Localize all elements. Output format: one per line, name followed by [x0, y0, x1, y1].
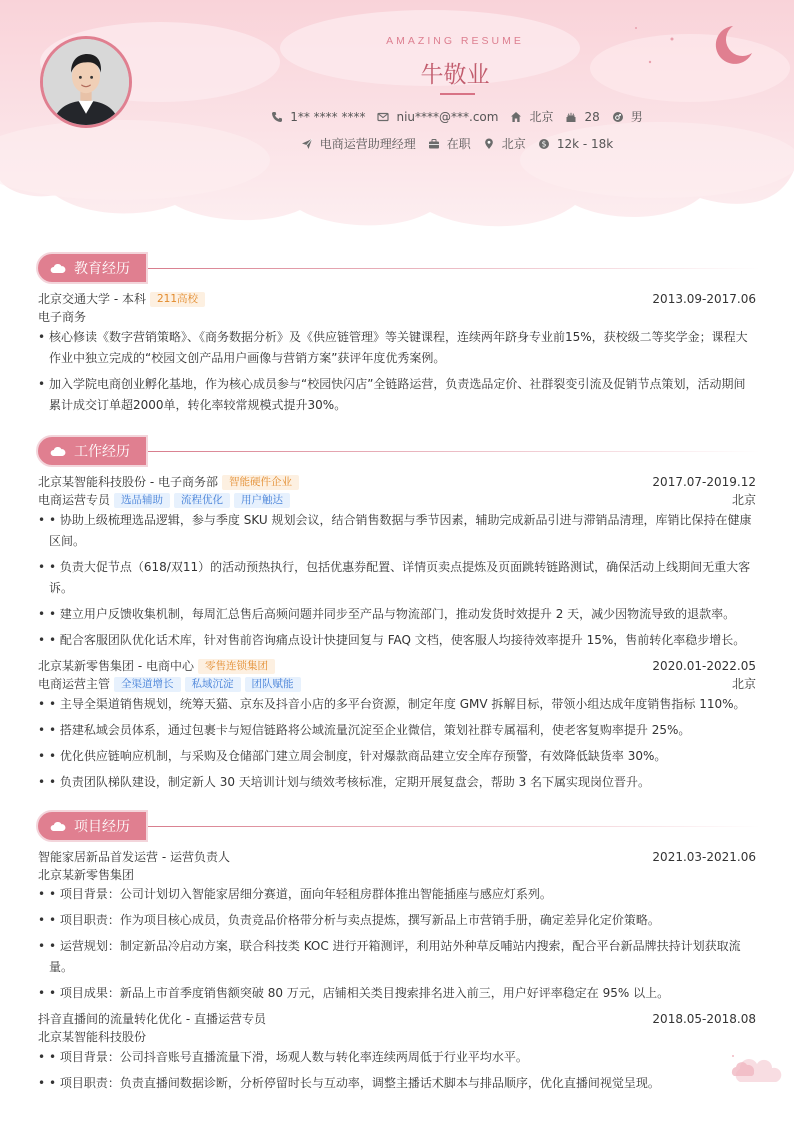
major-name: 电子商务	[38, 310, 87, 324]
home-icon	[510, 111, 522, 123]
work-city: 北京	[731, 493, 756, 507]
list-item: • • 项目职责：负责直播间数据诊断，分析停留时长与互动率，调整主播话术脚本与排品顺序，优化直播间视觉呈现。	[38, 1073, 756, 1094]
skill-tag: 私域沉淀	[185, 677, 241, 692]
phone-text: 1** **** ****	[290, 109, 366, 124]
education-bullets	[38, 327, 756, 421]
cloud-icon	[50, 263, 66, 273]
list-item: • • 项目职责：作为项目核心成员，负责竞品价格带分析与卖点提炼，撰写新品上市营销手册，确定差异化定价策略。	[38, 910, 756, 931]
gender-icon	[612, 111, 624, 123]
mail-icon	[377, 111, 389, 123]
info-phone	[271, 110, 365, 124]
work-city: 北京	[731, 677, 756, 691]
section-tab	[36, 252, 148, 284]
skill-tag: 选品辅助	[114, 493, 170, 508]
work-company-row	[38, 474, 756, 491]
list-item: • • 配合客服团队优化话术库，针对售前咨询痛点设计快捷回复与 FAQ 文档，使客服人均接待效率提升 15%，售前转化率稳步增长。	[38, 630, 756, 651]
location-pin-icon	[483, 138, 495, 150]
cloud-icon	[50, 821, 66, 831]
project-org-row	[38, 1029, 756, 1046]
project-org: 北京某智能科技股份	[38, 1030, 147, 1044]
school-tag: 211高校	[150, 292, 205, 307]
email-text: niu****@***.com	[396, 109, 499, 124]
job-title: 电商运营专员	[38, 493, 111, 507]
resume-header	[0, 0, 794, 232]
list-item: • • 负责团队梯队建设，制定新人 30 天培训计划与绩效考核标准，定期开展复盘会，帮助 3 名下属实现岗位晋升。	[38, 772, 756, 793]
company-tag: 智能硬件企业	[222, 475, 299, 490]
money-icon	[538, 138, 550, 150]
target-city-text: 北京	[501, 137, 526, 151]
briefcase-icon	[428, 138, 440, 150]
salary-text: 12k - 18k	[556, 136, 614, 151]
list-item: • • 建立用户反馈收集机制，每周汇总售后高频问题并同步至产品与物流部门，推动发货时效提升 2 天，减少因物流导致的退款率。	[38, 604, 756, 625]
info-age	[565, 110, 599, 124]
list-item: • • 项目成果：新品上市首季度销售额突破 80 万元，店铺相关类目搜索排名进入前三，用户好评率稳定在 95% 以上。	[38, 983, 756, 1004]
section-project-header	[36, 810, 760, 842]
work-title-row	[38, 492, 756, 509]
info-email	[377, 110, 498, 124]
work-dates: 2017.07-2019.12	[652, 475, 756, 489]
project-header-row	[38, 849, 756, 866]
list-item: • • 项目背景：公司计划切入智能家居细分赛道，面向年轻租房群体推出智能插座与感应灯系列。	[38, 884, 756, 905]
job-status-text: 在职	[446, 137, 471, 151]
section-divider	[148, 268, 760, 269]
list-item: • • 负责大促节点（618/双11）的活动预热执行，包括优惠券配置、详情页卖点提炼及页面跳转链路测试，确保活动上线期间无重大客诉。	[38, 557, 756, 599]
cake-icon	[565, 111, 577, 123]
list-item: • • 搭建私域会员体系，通过包裹卡与短信链路将公域流量沉淀至企业微信，策划社群专属福利，使老客复购率提升 25%。	[38, 720, 756, 741]
list-item: • • 项目背景：公司抖音账号直播流量下滑，场观人数与转化率连续两周低于行业平均水平。	[38, 1047, 756, 1068]
target-position-text: 电商运营助理经理	[319, 137, 416, 151]
info-target-city	[483, 135, 526, 152]
tagline: AMAZING RESUME	[386, 35, 524, 47]
work-bullets	[38, 510, 756, 656]
work-title-row	[38, 676, 756, 693]
list-item: • 加入学院电商创业孵化基地，作为核心成员参与“校园快闪店”全链路运营，负责选品定价、社群裂变引流及促销节点策划，活动期间累计成交订单超2000单，转化率较常规模式提升30%。	[38, 374, 756, 416]
project-name: 智能家居新品首发运营 - 运营负责人	[38, 850, 230, 864]
skill-tag: 全渠道增长	[114, 677, 181, 692]
section-education-header	[36, 252, 760, 284]
job-intent-row	[0, 135, 794, 152]
education-header-row	[38, 291, 756, 308]
candidate-name: 牛敬业	[420, 62, 490, 88]
list-item: • • 优化供应链响应机制，与采购及仓储部门建立周会制度，针对爆款商品建立安全库存预警，有效降低缺货率 30%。	[38, 746, 756, 767]
list-item: • • 运营规划：制定新品冷启动方案，联合科技类 KOC 进行开箱测评，利用站外种草反哺站内搜索，配合平台新品牌扶持计划获取流量。	[38, 936, 756, 978]
company-name: 北京某智能科技股份 - 电子商务部	[38, 475, 218, 489]
project-name: 抖音直播间的流量转化优化 - 直播运营专员	[38, 1012, 266, 1026]
company-tag: 零售连锁集团	[198, 659, 275, 674]
hometown-text: 北京	[529, 110, 554, 124]
send-icon	[301, 138, 313, 150]
school-name: 北京交通大学 - 本科	[38, 292, 146, 306]
cloud-icon	[50, 446, 66, 456]
skill-tag: 用户触达	[234, 493, 290, 508]
project-org: 北京某新零售集团	[38, 868, 135, 882]
project-bullets	[38, 884, 756, 1009]
work-dates: 2020.01-2022.05	[652, 659, 756, 673]
info-salary	[538, 137, 613, 151]
skill-tag: 流程优化	[174, 493, 230, 508]
gender-text: 男	[630, 110, 643, 124]
section-title: 项目经历	[74, 819, 130, 835]
job-title: 电商运营主管	[38, 677, 111, 691]
project-org-row	[38, 867, 756, 884]
contact-info-row	[0, 108, 794, 125]
section-tab	[36, 435, 148, 467]
company-name: 北京某新零售集团 - 电商中心	[38, 659, 194, 673]
project-dates: 2018.05-2018.08	[652, 1012, 756, 1026]
age-text: 28	[584, 109, 600, 124]
section-divider	[148, 451, 760, 452]
decorative-cloud-icon	[730, 1052, 786, 1086]
section-divider	[148, 826, 760, 827]
info-home	[510, 108, 553, 125]
project-dates: 2021.03-2021.06	[652, 850, 756, 864]
info-gender	[612, 108, 643, 125]
section-title: 工作经历	[74, 444, 130, 460]
section-work-header	[36, 435, 760, 467]
work-company-row	[38, 658, 756, 675]
list-item: • • 协助上级梳理选品逻辑，参与季度 SKU 规划会议，结合销售数据与季节因素，辅助完成新品引进与滞销品清理，库销比保持在健康区间。	[38, 510, 756, 552]
list-item: • • 主导全渠道销售规划，统筹天猫、京东及抖音小店的多平台资源，制定年度 GMV 拆解目标，带领小组达成年度销售指标 110%。	[38, 694, 756, 715]
education-major-row	[38, 309, 756, 326]
section-tab	[36, 810, 148, 842]
skill-tag: 团队赋能	[245, 677, 301, 692]
section-title: 教育经历	[74, 261, 130, 277]
phone-icon	[271, 111, 283, 123]
project-bullets	[38, 1047, 756, 1099]
info-status	[428, 135, 471, 152]
list-item: • 核心修读《数字营销策略》、《商务数据分析》及《供应链管理》等关键课程，连续两年跻身专业前15%，获校级二等奖学金；课程大作业中独立完成的“校园文创产品用户画像与营销方案”获评年度优秀案例。	[38, 327, 756, 369]
work-bullets	[38, 694, 756, 798]
education-dates: 2013.09-2017.06	[652, 292, 756, 306]
project-header-row	[38, 1011, 756, 1028]
name-underline	[440, 93, 475, 95]
svg-text:$: $	[541, 139, 547, 149]
info-target-position	[301, 135, 416, 152]
